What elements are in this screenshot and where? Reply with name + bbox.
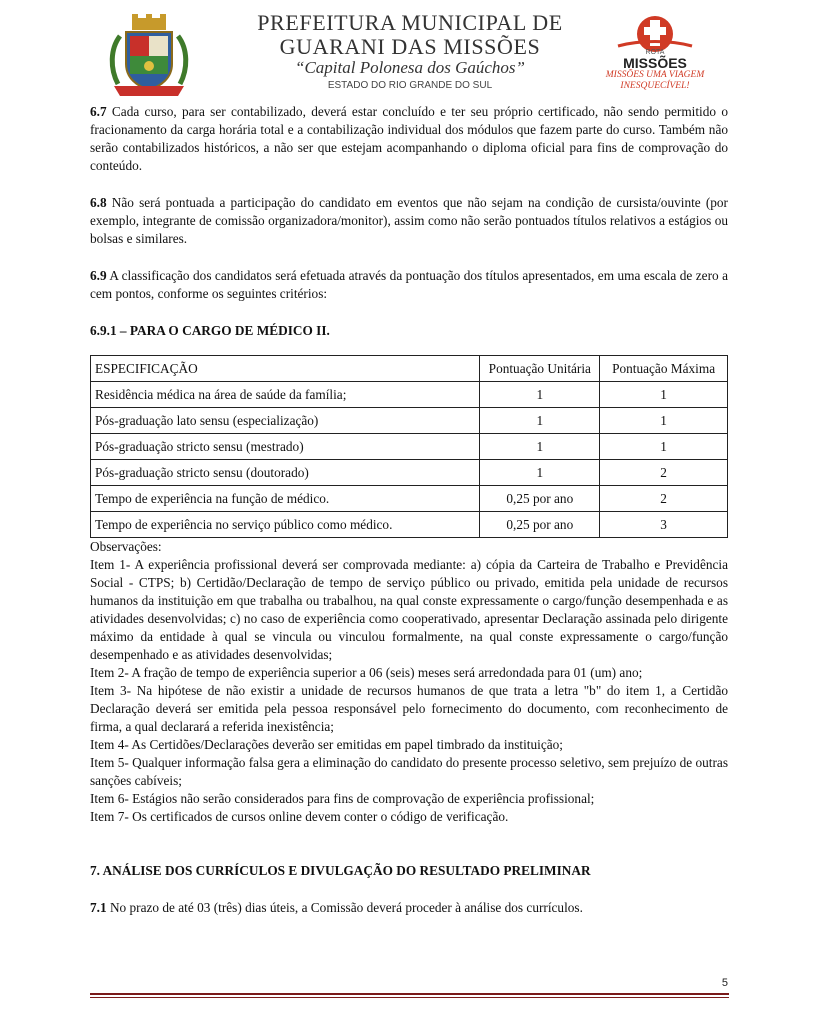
observation-item-6: Item 6- Estágios não serão considerados para fins de comprovação de experiência profissional;: [90, 791, 595, 806]
paragraph-6-7: [90, 103, 728, 175]
observation-item-4: Item 4- As Certidões/Declarações deverão ser emitidas em papel timbrado da instituição;: [90, 737, 563, 752]
paragraph-number: 6.9: [90, 268, 107, 283]
table-header-row: [91, 356, 728, 382]
table-cell: Pós-graduação stricto sensu (mestrado): [91, 434, 480, 460]
coat-of-arms-icon: [106, 14, 192, 100]
paragraph-text: A classificação dos candidatos será efetuada através da pontuação dos títulos apresentados, em uma escala de zero a cem pontos, conforme os seguintes critérios:: [90, 268, 728, 301]
table-row: [91, 408, 728, 434]
table-cell: 1: [600, 382, 728, 408]
table-row: [91, 486, 728, 512]
table-cell: Residência médica na área de saúde da família;: [91, 382, 480, 408]
footer-rule-thin: [90, 997, 729, 998]
observation-item-7: Item 7- Os certificados de cursos online devem conter o código de verificação.: [90, 809, 509, 824]
table-header-cell: Pontuação Unitária: [480, 356, 600, 382]
paragraph-6-9: [90, 267, 728, 303]
page-number: 5: [721, 977, 728, 989]
table-header-cell: Pontuação Máxima: [600, 356, 728, 382]
paragraph-text: No prazo de até 03 (três) dias úteis, a Comissão deverá proceder à análise dos currículos.: [106, 900, 583, 915]
table-row: [91, 382, 728, 408]
table-cell: 1: [480, 408, 600, 434]
observation-item-5: Item 5- Qualquer informação falsa gera a eliminação do candidato do presente processo seletivo, sem prejuízo de outras sanções cabíveis;: [90, 755, 729, 788]
paragraph-number: 6.7: [90, 104, 107, 119]
table-cell: 1: [480, 382, 600, 408]
heading-section-7: 7. ANÁLISE DOS CURRÍCULOS E DIVULGAÇÃO DO RESULTADO PRELIMINAR: [90, 863, 591, 878]
rota-slogan-line2: INESQUECÍVEL!: [620, 81, 690, 91]
table-cell: Pós-graduação lato sensu (especialização): [91, 408, 480, 434]
page-header: [0, 0, 819, 100]
table-row: [91, 460, 728, 486]
observation-item-2: Item 2- A fração de tempo de experiência superior a 06 (seis) meses será arredondada para 01 (um) ano;: [90, 665, 643, 680]
header-tagline: “Capital Polonesa dos Gaúchos”: [295, 58, 525, 77]
rota-big-text: MISSÕES: [623, 55, 687, 71]
document-body: [90, 103, 728, 917]
header-title-line2: GUARANI DAS MISSÕES: [279, 34, 541, 59]
table-cell: Pós-graduação stricto sensu (doutorado): [91, 460, 480, 486]
table-cell: 1: [600, 408, 728, 434]
paragraph-number: 7.1: [90, 900, 107, 915]
paragraph-7-1: [90, 899, 728, 917]
table-cell: 1: [480, 434, 600, 460]
table-row: [91, 512, 728, 538]
header-title-line1: PREFEITURA MUNICIPAL DE: [257, 10, 563, 35]
observations-label: Observações:: [90, 539, 162, 554]
table-cell: 0,25 por ano: [480, 486, 600, 512]
table-cell: 0,25 por ano: [480, 512, 600, 538]
header-state: ESTADO DO RIO GRANDE DO SUL: [327, 80, 493, 91]
table-cell: Tempo de experiência na função de médico.: [91, 486, 480, 512]
table-cell: Tempo de experiência no serviço público como médico.: [91, 512, 480, 538]
table-cell: 3: [600, 512, 728, 538]
paragraph-text: Não será pontuada a participação do candidato em eventos que não sejam na condição de cursista/ouvinte (por exemplo, integrante de comissão organizadora/monitor), assim como não serão pontuados títulos relativos a estágios ou bolsas e similares.: [90, 195, 728, 246]
paragraph-number: 6.8: [90, 195, 107, 210]
heading-6-9-1: 6.9.1 – PARA O CARGO DE MÉDICO II.: [90, 323, 330, 338]
scoring-table: [90, 355, 728, 538]
paragraph-6-8: [90, 194, 728, 248]
paragraph-text: Cada curso, para ser contabilizado, deverá estar concluído e ter seu próprio certificado, não sendo permitido o fracionamento da carga horária total e a contabilização individual dos módulos que fazem parte do curso. Também não serão contabilizados históricos, a não ser que estejam acompanhando o diploma oficial para fins de comprovação do conteúdo.: [90, 104, 728, 173]
table-cell: 1: [480, 460, 600, 486]
rota-small-text: ROTA: [645, 49, 665, 56]
table-cell: 2: [600, 460, 728, 486]
footer-rule: [90, 993, 729, 995]
table-cell: 2: [600, 486, 728, 512]
rota-slogan-line1: MISSÕES UMA VIAGEM: [605, 70, 705, 80]
table-cell: 1: [600, 434, 728, 460]
table-row: [91, 434, 728, 460]
observation-item-3: Item 3- Na hipótese de não existir a unidade de recursos humanos de que trata a letra "b" do item 1, a Certidão Declaração deverá ser emitida pela pessoa responsável pelo fornecimento do documento, com reconhecimento de firma, a qual declarará a referida inexistência;: [90, 683, 728, 734]
observation-item-1: Item 1- A experiência profissional deverá ser comprovada mediante: a) cópia da Carteira de Trabalho e Previdência Social - CTPS; b) Certidão/Declaração de tempo de serviço público ou privado, emitida pela unidade de recursos humanos da instituição em que trabalha ou trabalhou, na qual conste expressamente o cargo/função desempenhada e as atividades desenvolvidas; c) no caso de experiência como cooperativado, apresentar Declaração assinada pelo dirigente máximo da entidade à qual se vincula ou vinculou formalmente, na qual conste expressamente o cargo/função desempenhado e as atividades desenvolvidas;: [90, 557, 728, 662]
table-header-cell: ESPECIFICAÇÃO: [91, 356, 480, 382]
